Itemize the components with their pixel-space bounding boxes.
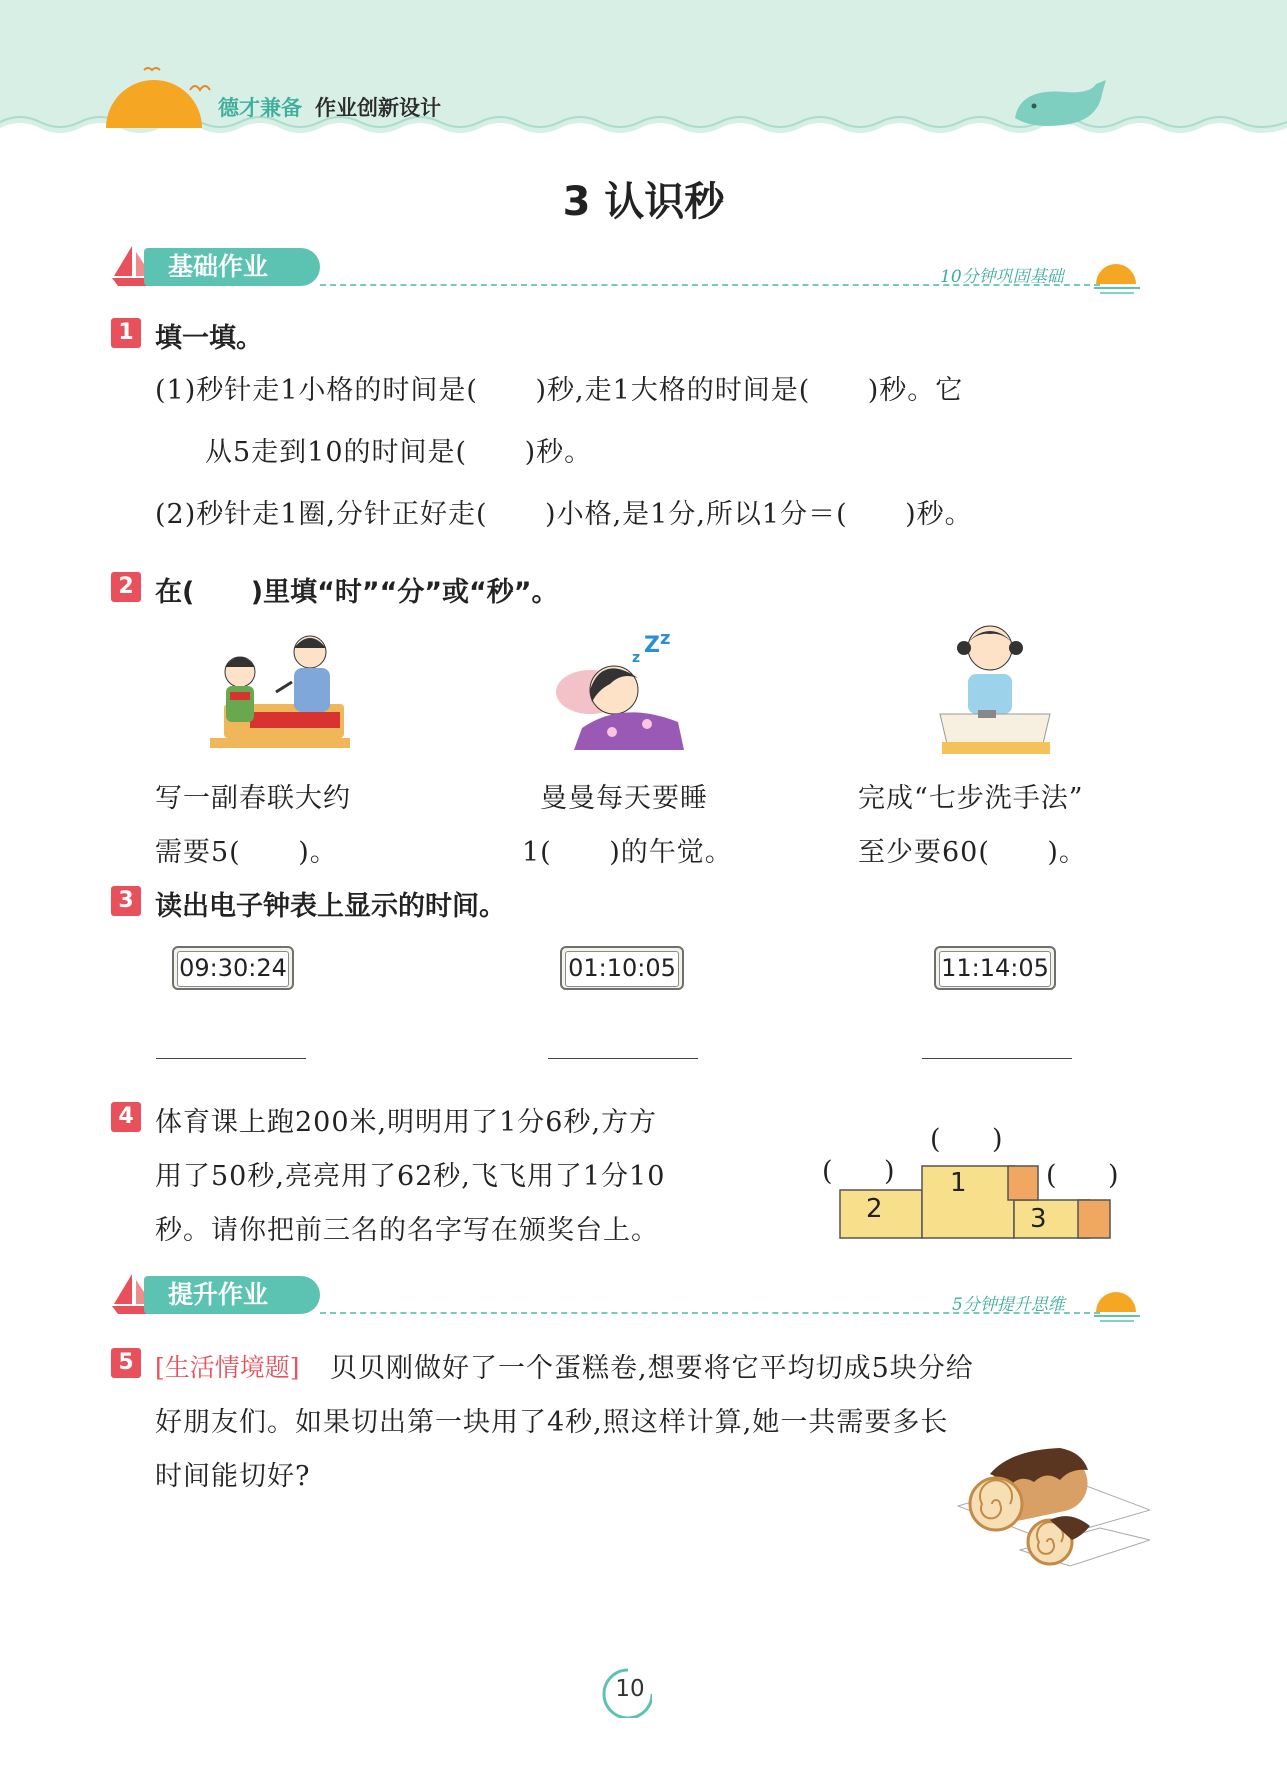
podium-first-place: 1 [950,1168,967,1198]
section-basic-note: 10分钟巩固基础 [940,267,1064,287]
podium-second-place: 2 [866,1194,883,1224]
clock-time: 09:30:24 [177,951,289,987]
brand-highlight: 德才兼备 [218,96,302,120]
podium-third-place: 3 [1030,1204,1047,1234]
brand-name: 作业创新设计 [315,96,441,120]
svg-text:z: z [632,650,641,666]
section-advanced-note: 5分钟提升思维 [952,1295,1065,1315]
question-line: 贝贝刚做好了一个蛋糕卷,想要将它平均切成5块分给 [330,1353,974,1384]
question-line: 用了50秒,亮亮用了62秒,飞飞用了1分10 [155,1161,666,1192]
item-text: 需要5( )。 [155,837,338,868]
section-advanced-label: 提升作业 [144,1276,320,1314]
question-line: 秒。请你把前三名的名字写在颁奖台上。 [155,1215,659,1246]
clock-time: 01:10:05 [565,951,679,987]
cake-roll-illustration [950,1440,1150,1580]
podium-second-answer: ( ) [822,1156,895,1187]
question-number: 2 [111,572,141,602]
question-line: (1)秒针走1小格的时间是( )秒,走1大格的时间是( )秒。它 [155,375,964,406]
question-title: 读出电子钟表上显示的时间。 [155,891,506,922]
couplet-writing-illustration [210,622,350,757]
answer-line [156,1058,306,1059]
small-sun-icon [1092,1284,1148,1324]
question-line: 从5走到10的时间是( )秒。 [205,437,593,468]
digital-clock [934,946,1056,990]
digital-clock [560,946,684,990]
sun-icon [104,64,204,128]
bird-icon [188,80,212,94]
answer-line [548,1058,698,1059]
page-number: 10 [615,1676,645,1702]
svg-text:Z: Z [644,633,660,658]
whale-icon [1010,78,1110,134]
handwashing-illustration [930,618,1060,758]
question-number: 1 [111,318,141,348]
digital-clock [172,946,294,990]
question-tag: [生活情境题] [155,1353,300,1382]
answer-line [922,1058,1072,1059]
item-text: 曼曼每天要睡 [540,783,708,814]
item-text: 写一副春联大约 [155,783,351,814]
question-number: 3 [111,886,141,916]
question-number: 5 [111,1348,141,1378]
podium-third-answer: ( ) [1046,1160,1119,1191]
item-text: 完成“七步洗手法” [858,783,1084,814]
item-text: 1( )的午觉。 [522,837,733,868]
svg-text:z: z [660,632,671,649]
clock-time: 11:14:05 [939,951,1051,987]
question-number: 4 [111,1102,141,1132]
small-sun-icon [1092,256,1148,296]
question-title: 在( )里填“时”“分”或“秒”。 [155,577,559,608]
item-text: 至少要60( )。 [858,837,1087,868]
question-line: 时间能切好? [155,1461,311,1492]
page-title: 3 认识秒 [562,179,725,225]
sleeping-girl-illustration [552,632,692,757]
section-basic-label: 基础作业 [144,248,320,286]
question-title: 填一填。 [155,323,263,354]
question-line: 体育课上跑200米,明明用了1分6秒,方方 [155,1107,658,1138]
podium-first-answer: ( ) [930,1124,1003,1155]
question-line: 好朋友们。如果切出第一块用了4秒,照这样计算,她一共需要多长 [155,1407,949,1438]
header-band [0,0,1287,150]
question-line: (2)秒针走1圈,分针正好走( )小格,是1分,所以1分＝( )秒。 [155,499,973,530]
